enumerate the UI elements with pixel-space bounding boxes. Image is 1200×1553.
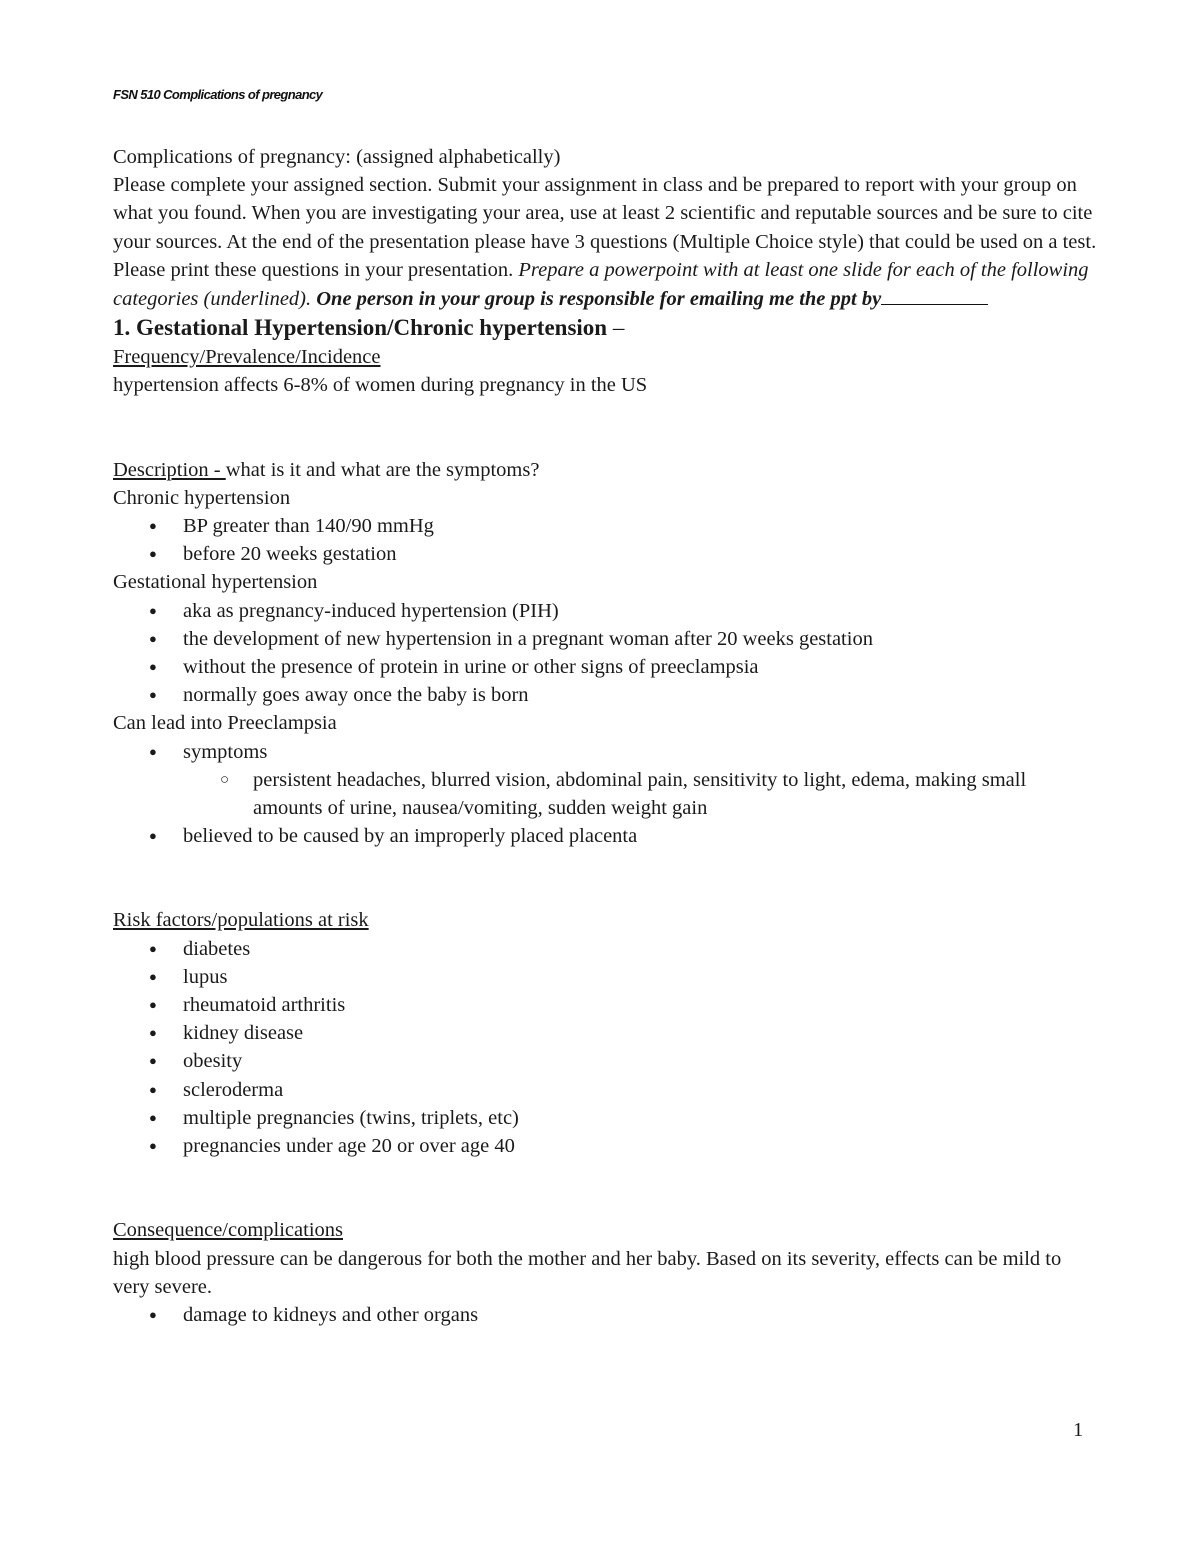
consequence-text: high blood pressure can be dangerous for both the mother and her baby. Based on its severity, effects can be mild to very severe.: [113, 1247, 1062, 1298]
preeclampsia-list: [113, 738, 1098, 851]
list-item: [149, 935, 1098, 963]
intro-title-line: Complications of pregnancy: (assigned alphabetically): [113, 146, 561, 168]
bullet-icon: ●: [149, 687, 157, 703]
bullet-icon: ●: [149, 1053, 157, 1069]
list-item-text: believed to be caused by an improperly placed placenta: [183, 825, 638, 848]
list-item-text: lupus: [183, 965, 228, 988]
bullet-icon: ●: [149, 1025, 157, 1041]
bullet-icon: ●: [149, 602, 157, 618]
list-item-text: the development of new hypertension in a pregnant woman after 20 weeks gestation: [183, 627, 873, 650]
chronic-list: [113, 512, 1098, 568]
instructions-bold-italic: One person in your group is responsible for emailing me the ppt by: [311, 288, 882, 311]
list-item-text: obesity: [183, 1050, 243, 1073]
list-item: [149, 1132, 1098, 1160]
list-item: [149, 653, 1098, 681]
description-question: what is it and what are the symptoms?: [225, 458, 540, 481]
bullet-icon: ●: [149, 828, 157, 844]
list-item-text: pregnancies under age 20 or over age 40: [183, 1135, 515, 1158]
section-heading-dash: –: [607, 315, 625, 341]
risk-list: [113, 935, 1098, 1161]
list-item-text: normally goes away once the baby is born: [183, 684, 529, 707]
sublist-item-text: persistent headaches, blurred vision, abdominal pain, sensitivity to light, edema, making small amounts of urine, nausea/vomiting, sudden weight gain: [253, 768, 1027, 820]
document-header: FSN 510 Complications of pregnancy: [113, 87, 323, 102]
instructions-text: Please complete your assigned section. Submit your assignment in class and be prepared to report with your group on what you found. When you are investigating your area, use at least 2 scientific and reputable sources and be sure to cite your sources. At the end of the presentation please have 3 questions (Multiple Choice style) that could be used on a test. Please print these questions in your presentation.: [113, 174, 1097, 281]
page-number: 1: [1073, 1419, 1084, 1441]
list-item: [149, 597, 1098, 625]
bullet-icon: ●: [149, 1081, 157, 1097]
risk-label: Risk factors/populations at risk: [113, 909, 369, 932]
list-item: [149, 625, 1098, 653]
list-item: [149, 822, 1098, 850]
list-item-text: without the presence of protein in urine or other signs of preeclampsia: [183, 656, 759, 679]
bullet-icon: ●: [149, 659, 157, 675]
description-label: Description -: [113, 458, 226, 481]
bullet-icon: ●: [149, 1306, 157, 1322]
instructions-bold: [311, 288, 988, 310]
list-item: [149, 1076, 1098, 1104]
bullet-icon: ●: [149, 743, 157, 759]
list-item-text: damage to kidneys and other organs: [183, 1303, 479, 1326]
list-item-text: BP greater than 140/90 mmHg: [183, 515, 434, 538]
description-line: [113, 456, 1098, 484]
list-item: [149, 1301, 1098, 1329]
bullet-icon: ●: [149, 968, 157, 984]
gestational-list: [113, 597, 1098, 710]
document-body: [113, 143, 1098, 1329]
bullet-icon: ●: [149, 1138, 157, 1154]
bullet-icon: ●: [149, 940, 157, 956]
list-item-text: kidney disease: [183, 1022, 304, 1045]
consequence-label: Consequence/complications: [113, 1219, 343, 1242]
list-item-text: before 20 weeks gestation: [183, 543, 397, 566]
section-heading-text: 1. Gestational Hypertension/Chronic hypertension: [113, 315, 608, 341]
bullet-icon: ●: [149, 546, 157, 562]
list-item: [149, 963, 1098, 991]
bullet-icon: ●: [149, 518, 157, 534]
list-item: [149, 1047, 1098, 1075]
list-item: [149, 991, 1098, 1019]
list-item-text: rheumatoid arthritis: [183, 994, 346, 1017]
frequency-label: Frequency/Prevalence/Incidence: [113, 346, 381, 369]
symptoms-sublist: [183, 766, 1098, 822]
bullet-icon: ●: [149, 630, 157, 646]
list-item-text: multiple pregnancies (twins, triplets, etc): [183, 1106, 519, 1129]
hollow-bullet-icon: ○: [220, 771, 230, 788]
list-item: [149, 512, 1098, 540]
list-item: [149, 1104, 1098, 1132]
frequency-text: hypertension affects 6-8% of women during pregnancy in the US: [113, 374, 648, 397]
list-item: [149, 738, 1098, 823]
list-item-text: diabetes: [183, 937, 251, 960]
email-deadline-blank: [881, 284, 988, 305]
list-item-text: aka as pregnancy-induced hypertension (PIH): [183, 599, 559, 622]
chronic-label: Chronic hypertension: [113, 486, 291, 509]
instructions-italic: Prepare a powerpoint with at least one slide for each of the following categories (underlined).: [113, 258, 1089, 311]
list-item-text: scleroderma: [183, 1078, 284, 1101]
intro-instructions: [113, 171, 1098, 313]
gestational-label: Gestational hypertension: [113, 571, 318, 594]
bullet-icon: ●: [149, 997, 157, 1013]
list-item: [149, 681, 1098, 709]
bullet-icon: ●: [149, 1109, 157, 1125]
section-heading: [113, 313, 1098, 343]
preeclampsia-label: Can lead into Preeclampsia: [113, 712, 337, 735]
sublist-item: [220, 766, 1098, 822]
list-item: [149, 1019, 1098, 1047]
list-item-text: symptoms: [183, 740, 268, 763]
list-item: [149, 540, 1098, 568]
consequence-list: [113, 1301, 1098, 1329]
